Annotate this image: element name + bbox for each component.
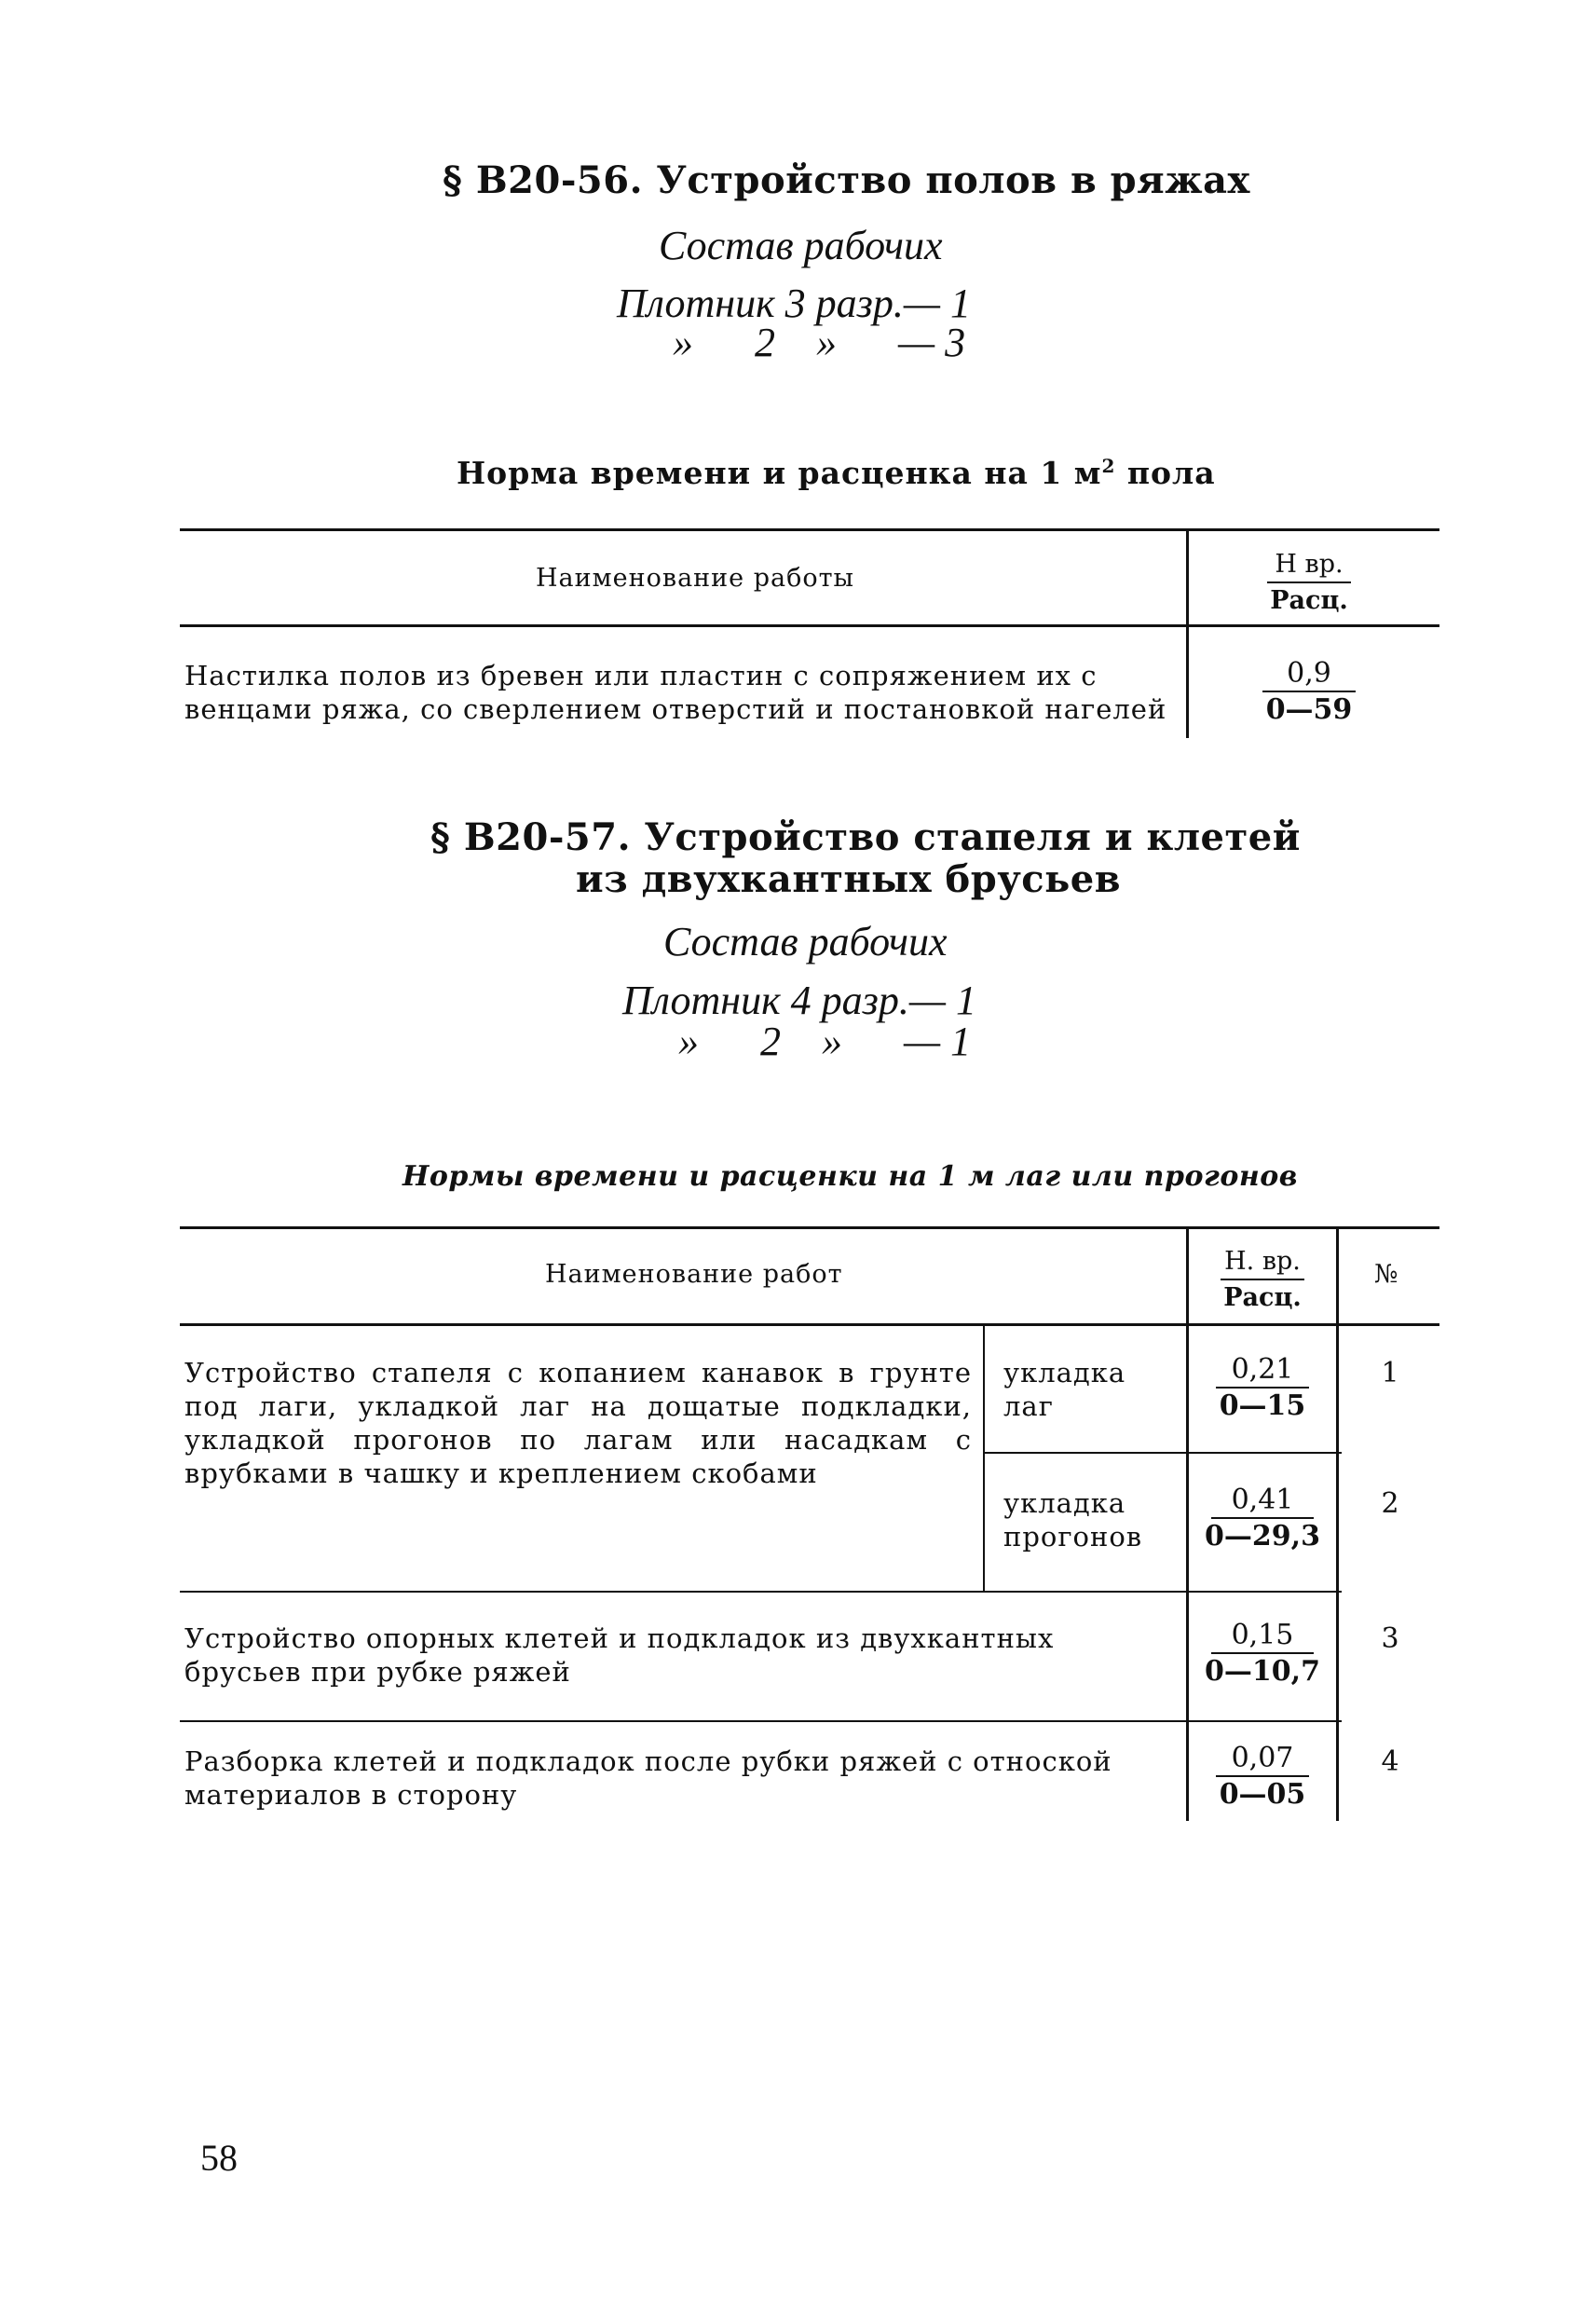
table-rule [180, 1323, 1439, 1326]
row-number: 4 [1381, 1745, 1399, 1778]
header-nvr-rasc [1239, 548, 1379, 619]
rasc-value: 0—59 [1265, 693, 1353, 726]
table-rule [180, 624, 1439, 627]
table-row-value [1248, 657, 1370, 728]
crew-line-text: » 2 » — 3 [673, 320, 966, 365]
table-row-work: Разборка клетей и подкладок после рубки ряжей с отноской материалов в сторону [184, 1745, 1112, 1811]
table-row-work: Настилка полов из бревен или пластин с сопряжением их с венцами ряжа, со сверлением отверстий и постановкой нагелей [184, 660, 1167, 725]
norm-title-sup: 2 [1101, 455, 1116, 477]
table-row-work: Устройство опорных клетей и подкладок из двухкантных брусьев при рубке ряжей [184, 1622, 1055, 1688]
table-rule [180, 528, 1439, 531]
nvr-value: 0,15 [1231, 1619, 1294, 1651]
nvr-value: 0,41 [1231, 1484, 1294, 1516]
table-row-work: Устройство стапеля с копанием канавок в грунте под лаги, укладкой лаг на дощатые подкладки, укладкой прогонов по лагам или насадкам с врубками в чашку и креплением скобами [184, 1357, 972, 1489]
table-col-divider [983, 1323, 985, 1591]
rasc-value: 0—05 [1219, 1778, 1306, 1811]
rasc-value: 0—10,7 [1205, 1655, 1320, 1688]
nvr-value: 0,9 [1287, 657, 1331, 690]
crew-line: Плотник 4 разр.— 1 [622, 978, 976, 1023]
table-row-value [1202, 1619, 1323, 1690]
table-rule [180, 1226, 1439, 1229]
header-work-name: Наименование работы [536, 564, 855, 593]
nvr-value: 0,21 [1231, 1353, 1294, 1386]
header-nvr: Н вр. [1275, 550, 1344, 579]
section-title-b20-57: § В20-57. Устройство стапеля и клетей [430, 815, 1301, 859]
crew-heading: Состав рабочих [659, 223, 943, 268]
rasc-value: 0—29,3 [1205, 1520, 1320, 1553]
table-row-subwork: укладка прогонов [1003, 1487, 1143, 1553]
table-col-divider [1336, 1226, 1339, 1821]
rasc-value: 0—15 [1219, 1389, 1306, 1422]
header-work-name: Наименование работ [545, 1260, 843, 1289]
table-row-subwork: укладка лаг [1003, 1357, 1126, 1422]
header-rasc: Расц. [1270, 586, 1348, 615]
norm-title-text: Норма времени и расценка на 1 м [457, 455, 1102, 491]
header-nvr: Н. вр. [1224, 1247, 1301, 1276]
page-number: 58 [200, 2137, 238, 2179]
header-number: № [1374, 1260, 1399, 1289]
table-row-value [1207, 1353, 1318, 1424]
table-rule [983, 1452, 1342, 1454]
header-rasc: Расц. [1223, 1283, 1302, 1312]
norm-title [457, 455, 1216, 491]
row-number: 3 [1381, 1622, 1399, 1655]
crew-line: Плотник 3 разр.— 1 [617, 280, 971, 326]
crew-line-text: » 2 » — 1 [678, 1019, 972, 1064]
section-title-b20-57-line2: из двухкантных брусьев [576, 857, 1122, 901]
header-nvr-rasc [1202, 1245, 1323, 1316]
table-col-divider [1186, 528, 1189, 738]
row-number: 2 [1381, 1487, 1399, 1520]
table-rule [180, 1720, 1342, 1722]
crew-heading: Состав рабочих [663, 919, 948, 964]
norm-title: Нормы времени и расценки на 1 м лаг или прогонов [402, 1160, 1298, 1193]
crew-line [678, 1018, 1014, 1065]
norm-title-end: пола [1115, 455, 1216, 491]
nvr-value: 0,07 [1231, 1742, 1294, 1774]
row-number: 1 [1381, 1357, 1399, 1389]
crew-line [673, 319, 1008, 366]
table-rule [180, 1591, 1342, 1593]
table-row-value [1202, 1742, 1323, 1813]
table-row-value [1202, 1484, 1323, 1554]
table-col-divider [1186, 1226, 1189, 1821]
section-title-b20-56: § В20-56. Устройство полов в ряжах [443, 158, 1250, 202]
